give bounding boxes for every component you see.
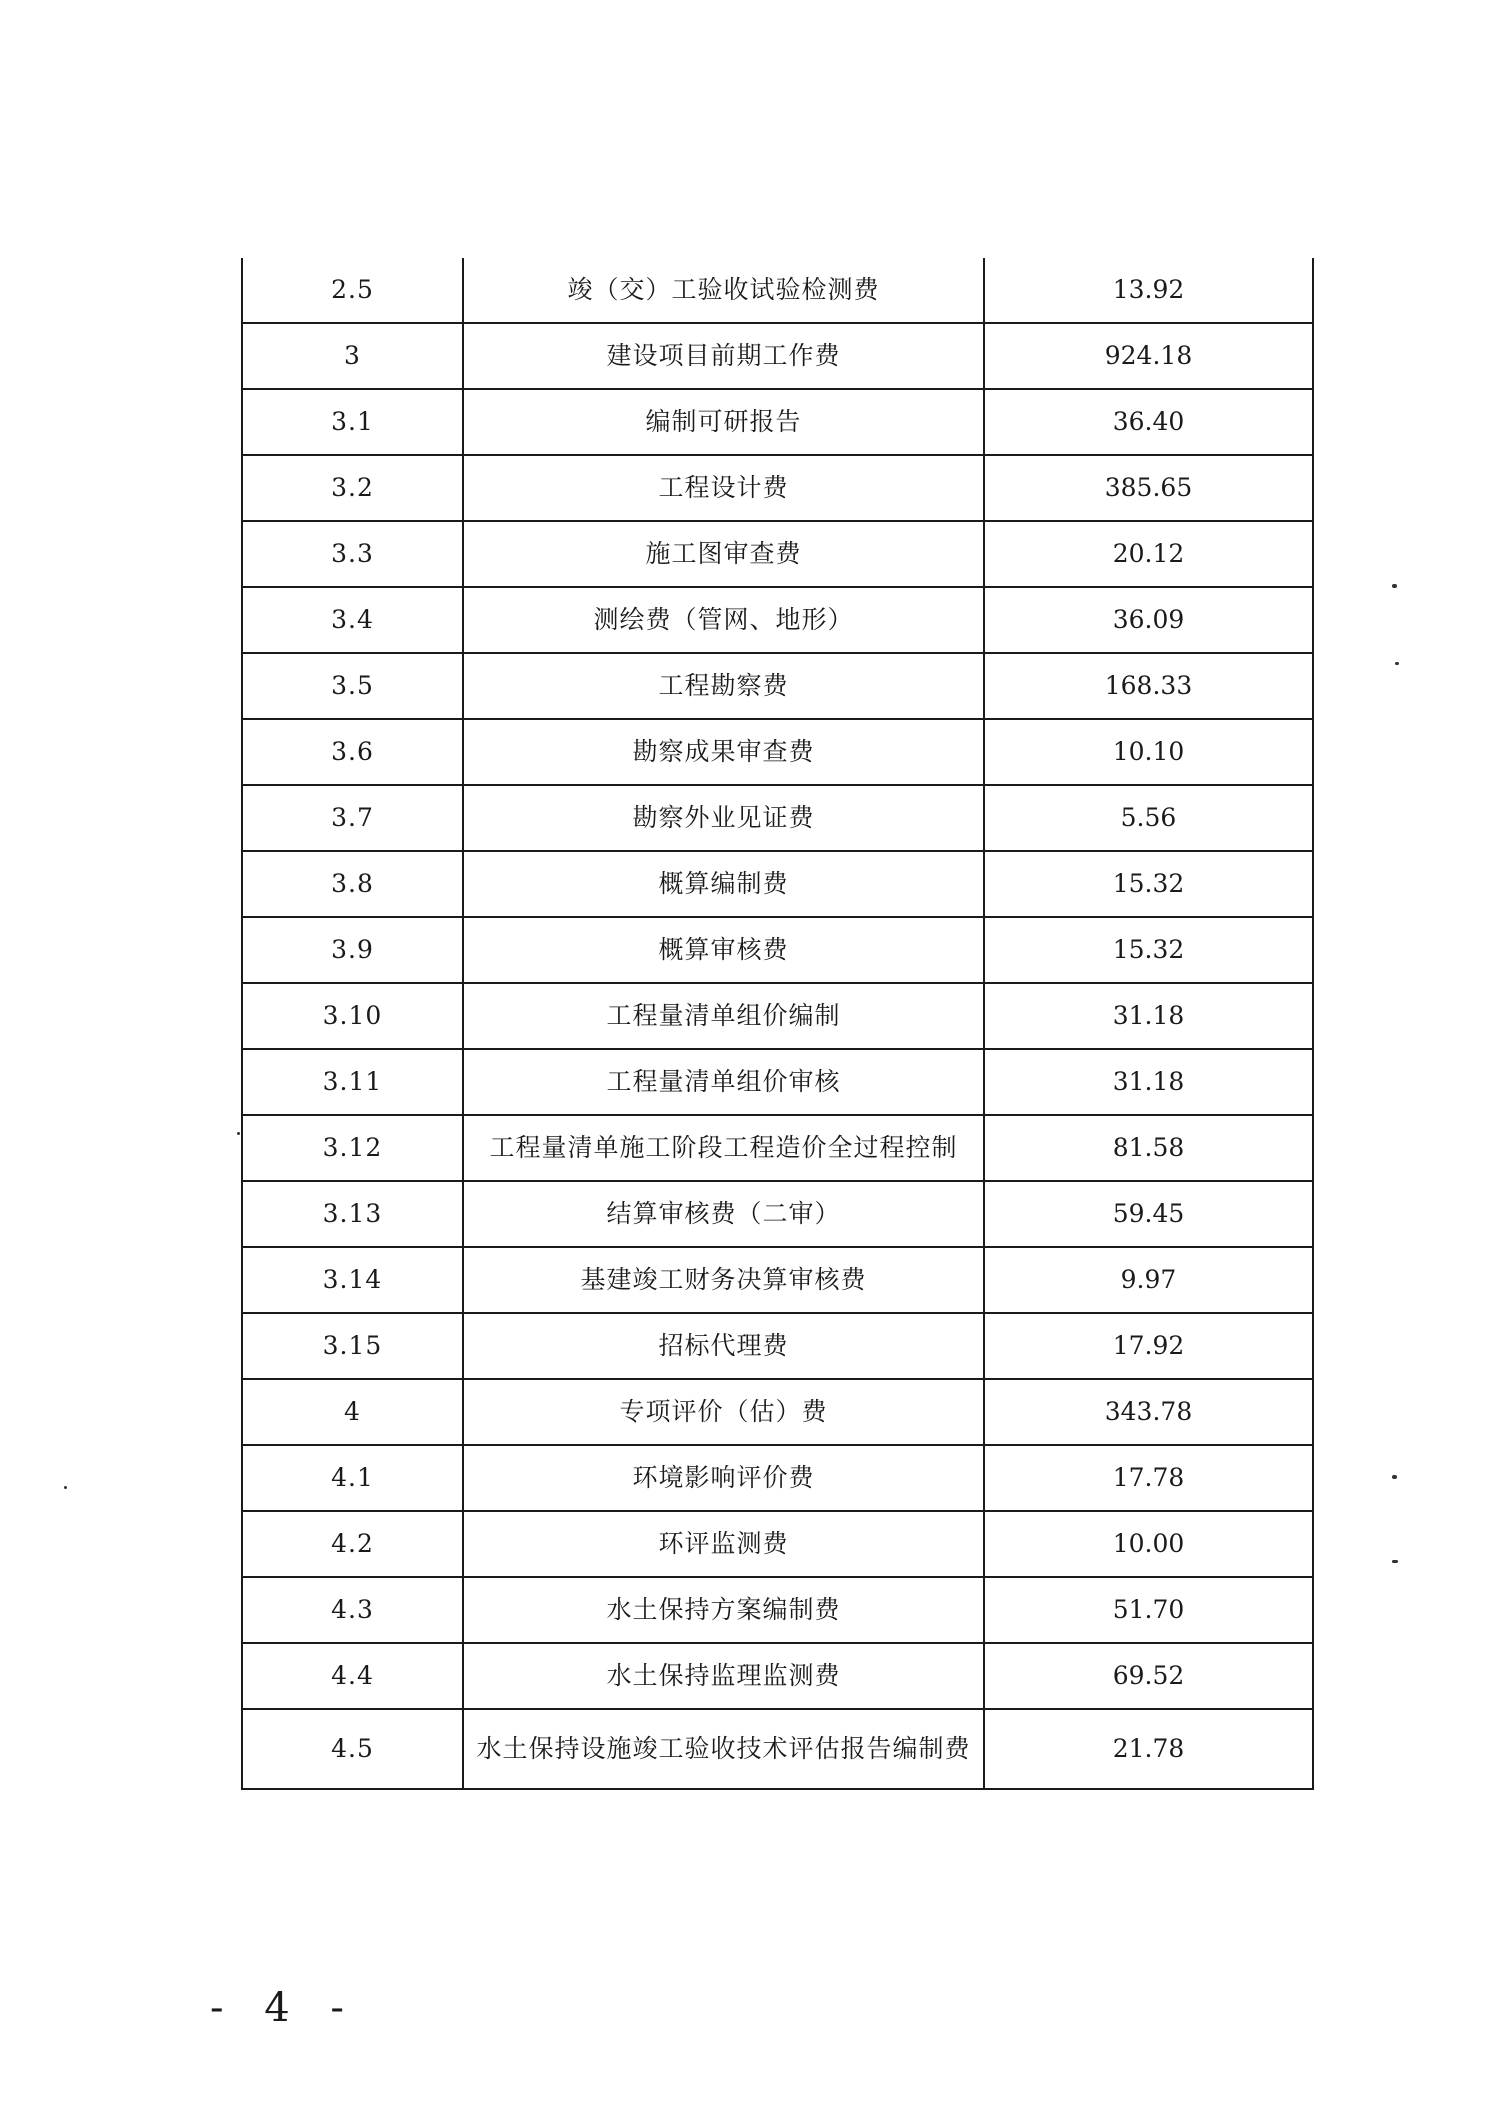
page-number: - 4 - [210, 1985, 358, 2031]
table-row [242, 1379, 1313, 1445]
item-name: 工程量清单组价审核 [463, 1049, 984, 1115]
item-name: 工程勘察费 [463, 653, 984, 719]
item-name: 工程设计费 [463, 455, 984, 521]
table-row [242, 455, 1313, 521]
item-number: 3.8 [242, 851, 463, 917]
item-amount: 17.78 [984, 1445, 1313, 1511]
item-number: 3.7 [242, 785, 463, 851]
item-name: 测绘费（管网、地形） [463, 587, 984, 653]
table-row [242, 1445, 1313, 1511]
table-row [242, 1709, 1313, 1789]
item-name: 基建竣工财务决算审核费 [463, 1247, 984, 1313]
item-amount: 36.09 [984, 587, 1313, 653]
item-name: 结算审核费（二审） [463, 1181, 984, 1247]
item-amount: 10.10 [984, 719, 1313, 785]
item-name: 编制可研报告 [463, 389, 984, 455]
item-number: 3.5 [242, 653, 463, 719]
item-name: 工程量清单组价编制 [463, 983, 984, 1049]
item-amount: 924.18 [984, 323, 1313, 389]
item-number: 4 [242, 1379, 463, 1445]
item-number: 3.12 [242, 1115, 463, 1181]
item-number: 3.10 [242, 983, 463, 1049]
table-row [242, 1577, 1313, 1643]
item-number: 3.1 [242, 389, 463, 455]
table-row [242, 983, 1313, 1049]
item-amount: 13.92 [984, 258, 1313, 323]
item-amount: 343.78 [984, 1379, 1313, 1445]
table-row [242, 1643, 1313, 1709]
item-name: 水土保持方案编制费 [463, 1577, 984, 1643]
item-name: 专项评价（估）费 [463, 1379, 984, 1445]
item-amount: 31.18 [984, 1049, 1313, 1115]
table-row [242, 653, 1313, 719]
scan-speck [1392, 1475, 1397, 1479]
item-amount: 21.78 [984, 1709, 1313, 1789]
item-amount: 51.70 [984, 1577, 1313, 1643]
item-name: 施工图审查费 [463, 521, 984, 587]
item-amount: 9.97 [984, 1247, 1313, 1313]
item-amount: 168.33 [984, 653, 1313, 719]
item-amount: 15.32 [984, 917, 1313, 983]
item-name: 概算审核费 [463, 917, 984, 983]
item-amount: 17.92 [984, 1313, 1313, 1379]
cost-table [241, 258, 1314, 1790]
table-row [242, 719, 1313, 785]
item-number: 3.14 [242, 1247, 463, 1313]
item-amount: 5.56 [984, 785, 1313, 851]
item-amount: 81.58 [984, 1115, 1313, 1181]
item-number: 2.5 [242, 258, 463, 323]
item-number: 3 [242, 323, 463, 389]
item-number: 3.3 [242, 521, 463, 587]
item-amount: 59.45 [984, 1181, 1313, 1247]
item-name: 环境影响评价费 [463, 1445, 984, 1511]
item-amount: 31.18 [984, 983, 1313, 1049]
item-name: 水土保持设施竣工验收技术评估报告编制费 [463, 1709, 984, 1789]
item-name: 概算编制费 [463, 851, 984, 917]
scan-speck [237, 1132, 240, 1135]
item-number: 4.1 [242, 1445, 463, 1511]
item-number: 4.4 [242, 1643, 463, 1709]
scan-speck [64, 1486, 67, 1489]
item-name: 勘察成果审查费 [463, 719, 984, 785]
item-amount: 20.12 [984, 521, 1313, 587]
item-amount: 10.00 [984, 1511, 1313, 1577]
table-row [242, 1115, 1313, 1181]
item-amount: 15.32 [984, 851, 1313, 917]
item-number: 3.11 [242, 1049, 463, 1115]
table-row [242, 917, 1313, 983]
item-number: 3.9 [242, 917, 463, 983]
item-number: 4.2 [242, 1511, 463, 1577]
item-name: 招标代理费 [463, 1313, 984, 1379]
item-number: 4.3 [242, 1577, 463, 1643]
scan-speck [1392, 584, 1397, 588]
item-number: 4.5 [242, 1709, 463, 1789]
scan-speck [1392, 1560, 1398, 1563]
table-row [242, 258, 1313, 323]
item-amount: 69.52 [984, 1643, 1313, 1709]
table-row [242, 1313, 1313, 1379]
item-number: 3.15 [242, 1313, 463, 1379]
item-number: 3.6 [242, 719, 463, 785]
item-amount: 36.40 [984, 389, 1313, 455]
item-number: 3.4 [242, 587, 463, 653]
table-row [242, 1247, 1313, 1313]
item-number: 3.13 [242, 1181, 463, 1247]
table-row [242, 389, 1313, 455]
item-number: 3.2 [242, 455, 463, 521]
table-row [242, 587, 1313, 653]
item-name: 建设项目前期工作费 [463, 323, 984, 389]
item-name: 勘察外业见证费 [463, 785, 984, 851]
table-row [242, 521, 1313, 587]
table-row [242, 323, 1313, 389]
item-name: 水土保持监理监测费 [463, 1643, 984, 1709]
table-row [242, 851, 1313, 917]
scan-speck [1395, 662, 1399, 665]
table-row [242, 1049, 1313, 1115]
table-row [242, 1181, 1313, 1247]
item-name: 环评监测费 [463, 1511, 984, 1577]
item-name: 竣（交）工验收试验检测费 [463, 258, 984, 323]
table-row [242, 1511, 1313, 1577]
item-amount: 385.65 [984, 455, 1313, 521]
table-row [242, 785, 1313, 851]
item-name: 工程量清单施工阶段工程造价全过程控制 [463, 1115, 984, 1181]
